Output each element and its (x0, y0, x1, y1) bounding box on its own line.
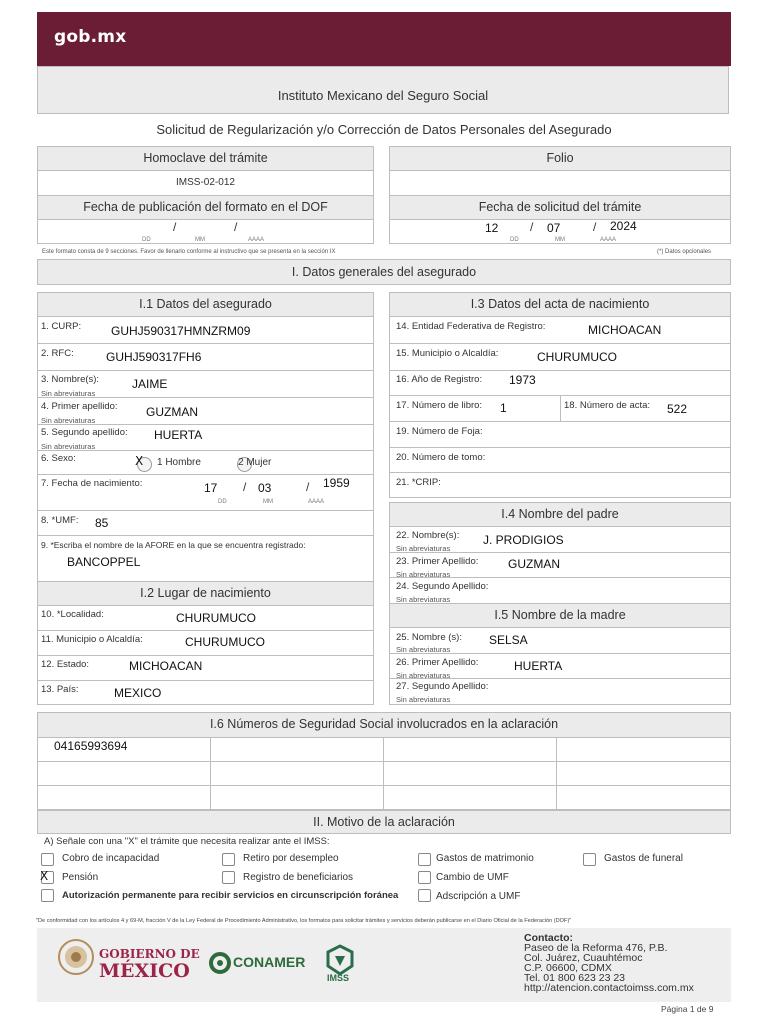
padre-nombre-field[interactable] (390, 527, 730, 553)
option-label: Gastos de funeral (604, 853, 683, 864)
localidad-value: CHURUMUCO (176, 611, 256, 625)
sin-abreviaturas: Sin abreviaturas (41, 442, 96, 451)
option-label: Gastos de matrimonio (436, 853, 534, 864)
section-1-5 (389, 603, 731, 705)
sin-abreviaturas: Sin abreviaturas (396, 595, 451, 604)
tomo-label: 20. Número de tomo: (396, 452, 486, 463)
institute-banner (37, 66, 729, 114)
x-mark: X (40, 869, 49, 883)
sin-abreviaturas: Sin abreviaturas (41, 389, 96, 398)
apellido1-value: GUZMAN (146, 405, 198, 419)
nombre-value: JAIME (132, 377, 168, 391)
format-note: Este formato consta de 9 secciones. Favor de llenarlo conforme al instructivo que se presenta en la sección IX (42, 249, 336, 255)
section-1-3 (389, 292, 731, 498)
section-2-instructions: A) Señale con una "X" el trámite que necesita realizar ante el IMSS: (44, 836, 330, 847)
padre-ap1-value: GUZMAN (508, 557, 560, 571)
contact-url[interactable]: http://atencion.contactoimss.com.mx (524, 982, 694, 994)
nombre-field[interactable] (38, 371, 373, 398)
date-slash: / (243, 480, 247, 494)
curp-field[interactable] (38, 317, 373, 344)
sin-abreviaturas: Sin abreviaturas (396, 695, 451, 704)
section-1-6 (37, 712, 731, 810)
pais-label: 13. País: (41, 684, 79, 695)
conamer-logo: CONAMER (233, 954, 306, 970)
section-1-1-header: I.1 Datos del asegurado (38, 293, 373, 317)
anio-registro-value: 1973 (509, 373, 536, 387)
section-1-2-header: I.2 Lugar de nacimiento (38, 582, 373, 606)
contact-title: Contacto: (524, 932, 573, 944)
option-label: Adscripción a UMF (436, 891, 521, 902)
mm-caption: MM (263, 499, 273, 505)
localidad-field[interactable] (38, 606, 373, 631)
rfc-value: GUHJ590317FH6 (106, 350, 202, 364)
column-divider (383, 738, 384, 810)
contact-postal: C.P. 06600, CDMX (524, 962, 612, 974)
birth-year: 1959 (323, 476, 350, 490)
curp-value: GUHJ590317HMNZRM09 (111, 324, 251, 338)
dd-caption: DD (218, 499, 227, 505)
sexo-label: 6. Sexo: (41, 453, 76, 464)
checkbox-retiro-desempleo[interactable] (222, 853, 235, 866)
section-1-4 (389, 502, 731, 605)
dd-caption: DD (510, 237, 519, 243)
afore-value: BANCOPPEL (67, 555, 141, 569)
afore-field[interactable] (38, 536, 373, 583)
homoclave-block (37, 146, 374, 244)
section-1-1 (37, 292, 374, 584)
mujer-label: 2 Mujer (238, 457, 272, 468)
dd-caption: DD (142, 237, 151, 243)
gob-header-bar (37, 12, 731, 66)
section-1-4-header: I.4 Nombre del padre (390, 503, 730, 527)
anio-registro-label: 16. Año de Registro: (396, 374, 483, 385)
option-label: Cambio de UMF (436, 872, 509, 883)
pais-value: MEXICO (114, 686, 162, 700)
date-slash: / (306, 480, 310, 494)
date-slash: / (593, 220, 597, 234)
nss-row (38, 762, 730, 786)
checkbox-cambio-umf[interactable] (418, 871, 431, 884)
x-mark: X (135, 454, 144, 468)
mexico-shield-icon (57, 938, 95, 976)
request-date-header: Fecha de solicitud del trámite (390, 196, 730, 220)
libro-value: 1 (500, 401, 507, 415)
acta-municipio-value: CHURUMUCO (537, 350, 617, 364)
padre-ap2-field[interactable] (390, 578, 730, 604)
section-1-header: I. Datos generales del asegurado (37, 259, 731, 285)
sin-abreviaturas: Sin abreviaturas (396, 645, 451, 654)
section-1-3-header: I.3 Datos del acta de nacimiento (390, 293, 730, 317)
option-label: Autorización permanente para recibir servicios en circunscripción foránea (62, 890, 399, 901)
contact-phone: Tel. 01 800 623 23 23 (524, 972, 626, 984)
request-month: 07 (547, 221, 561, 235)
request-date-field[interactable] (390, 220, 730, 244)
checkbox-gastos-matrimonio[interactable] (418, 853, 431, 866)
checkbox-autorizacion-foranea[interactable] (41, 889, 54, 902)
section-2-header: II. Motivo de la aclaración (37, 810, 731, 834)
form-title: Solicitud de Regularización y/o Corrección de Datos Personales del Asegurado (156, 122, 612, 137)
contact-colony: Col. Juárez, Cuauhtémoc (524, 952, 643, 964)
imss-logo-text: IMSS (327, 973, 350, 983)
sin-abreviaturas: Sin abreviaturas (41, 416, 96, 425)
gob-mx-logo[interactable]: gob.mx (54, 27, 127, 47)
checkbox-registro-beneficiarios[interactable] (222, 871, 235, 884)
padre-nombre-label: 22. Nombre(s): (396, 530, 460, 541)
localidad-label: 10. *Localidad: (41, 609, 104, 620)
padre-ap1-field[interactable] (390, 553, 730, 578)
checkbox-gastos-funeral[interactable] (583, 853, 596, 866)
rfc-field[interactable] (38, 344, 373, 371)
madre-ap1-label: 26. Primer Apellido: (396, 657, 479, 668)
libro-field[interactable] (390, 396, 561, 421)
tomo-field[interactable] (390, 448, 730, 473)
crip-label: 21. *CRIP: (396, 477, 441, 488)
mm-caption: MM (195, 237, 205, 243)
nss-row (38, 738, 730, 762)
gob-mexico-line2: MÉXICO (99, 960, 190, 982)
estado-value: MICHOACAN (129, 659, 203, 673)
padre-ap1-label: 23. Primer Apellido: (396, 556, 479, 567)
homoclave-value: IMSS-02-012 (38, 171, 373, 196)
municipio-value: CHURUMUCO (185, 635, 265, 649)
request-day: 12 (485, 221, 499, 235)
date-slash: / (173, 220, 177, 234)
aaaa-caption: AAAA (308, 499, 325, 505)
checkbox-adscripcion-umf[interactable] (418, 889, 431, 902)
folio-header: Folio (390, 147, 730, 171)
section-1-2 (37, 581, 374, 705)
option-label: Retiro por desempleo (243, 853, 339, 864)
aaaa-caption: AAAA (600, 237, 617, 243)
anio-registro-field[interactable] (390, 371, 730, 396)
acta-value[interactable]: 522 (667, 402, 688, 416)
date-slash: / (234, 220, 238, 234)
nss-value[interactable]: 04165993694 (54, 739, 128, 753)
checkbox-cobro-incapacidad[interactable] (41, 853, 54, 866)
sexo-field (38, 451, 373, 475)
section-1-5-header: I.5 Nombre de la madre (390, 604, 730, 628)
madre-ap1-value: HUERTA (514, 659, 563, 673)
foja-field[interactable] (390, 422, 730, 448)
entidad-label: 14. Entidad Federativa de Registro: (396, 321, 546, 332)
mm-caption: MM (555, 237, 565, 243)
sin-abreviaturas: Sin abreviaturas (396, 671, 451, 680)
page-number: Página 1 de 9 (661, 1004, 714, 1014)
column-divider (556, 738, 557, 810)
section-1-6-header: I.6 Números de Seguridad Social involucrados en la aclaración (38, 713, 730, 738)
curp-label: 1. CURP: (41, 321, 82, 332)
madre-nombre-field[interactable] (390, 628, 730, 654)
apellido1-label: 4. Primer apellido: (41, 401, 118, 412)
crip-field[interactable] (390, 473, 730, 497)
umf-label: 8. *UMF: (41, 515, 79, 526)
apellido1-field[interactable] (38, 398, 373, 425)
footer (37, 928, 731, 1002)
imss-eagle-icon (325, 944, 355, 976)
padre-ap2-label: 24. Segundo Apellido: (396, 581, 489, 592)
libro-acta-row (390, 396, 730, 422)
birthdate-field[interactable] (38, 475, 373, 511)
option-label: Cobro de incapacidad (62, 853, 160, 864)
madre-nombre-label: 25. Nombre (s): (396, 632, 462, 643)
padre-nombre-value: J. PRODIGIOS (483, 533, 564, 547)
birth-day: 17 (204, 481, 218, 495)
gob-mexico-line1: GOBIERNO DE (99, 947, 200, 961)
dof-date-header: Fecha de publicación del formato en el DOF (38, 196, 373, 220)
umf-field[interactable] (38, 511, 373, 536)
option-label: Pensión (62, 872, 99, 883)
municipio-field[interactable] (38, 631, 373, 656)
madre-ap2-label: 27. Segundo Apellido: (396, 681, 489, 692)
madre-ap1-field[interactable] (390, 654, 730, 679)
apellido2-value: HUERTA (154, 428, 203, 442)
institute-name: Instituto Mexicano del Seguro Social (277, 88, 489, 103)
hombre-label: 1 Hombre (157, 457, 201, 468)
entidad-value: MICHOACAN (588, 323, 662, 337)
homoclave-header: Homoclave del trámite (38, 147, 373, 171)
umf-value: 85 (95, 516, 109, 530)
estado-label: 12. Estado: (41, 659, 90, 670)
nombre-label: 3. Nombre(s): (41, 374, 100, 385)
pais-field[interactable] (38, 681, 373, 705)
conamer-icon (209, 952, 231, 974)
acta-municipio-field[interactable] (390, 344, 730, 371)
birth-month: 03 (258, 481, 272, 495)
estado-field[interactable] (38, 656, 373, 681)
madre-ap2-field[interactable] (390, 679, 730, 705)
birthdate-label: 7. Fecha de nacimiento: (41, 478, 143, 489)
municipio-label: 11. Municipio o Alcaldía: (41, 634, 143, 645)
folio-value[interactable] (390, 171, 730, 196)
sin-abreviaturas: Sin abreviaturas (396, 544, 451, 553)
option-label: Registro de beneficiarios (243, 872, 354, 883)
entidad-field[interactable] (390, 317, 730, 344)
column-divider (210, 738, 211, 810)
acta-label: 18. Número de acta: (564, 400, 651, 411)
apellido2-label: 5. Segundo apellido: (41, 427, 128, 438)
sin-abreviaturas: Sin abreviaturas (396, 570, 451, 579)
aaaa-caption: AAAA (248, 237, 265, 243)
foja-label: 19. Número de Foja: (396, 426, 483, 437)
madre-nombre-value: SELSA (489, 633, 528, 647)
dof-date-field[interactable] (38, 220, 373, 244)
optional-note: (*) Datos opcionales (657, 249, 712, 255)
apellido2-field[interactable] (38, 425, 373, 451)
acta-municipio-label: 15. Municipio o Alcaldía: (396, 348, 499, 359)
legal-note: "De conformidad con los artículos 4 y 69-M, fracción V de la Ley Federal de Procedimiento Administrativo, los formatos para solicitar trámites y servicios deberán publicarse en el Diario Oficial de la Federación (DOF)" (36, 918, 572, 924)
rfc-label: 2. RFC: (41, 348, 74, 359)
libro-label: 17. Número de libro: (396, 400, 483, 411)
contact-address: Paseo de la Reforma 476, P.B. (524, 942, 668, 954)
request-year: 2024 (610, 219, 637, 233)
afore-label: 9. *Escriba el nombre de la AFORE en la que se encuentra registrado: (41, 540, 306, 550)
folio-block (389, 146, 731, 244)
date-slash: / (530, 220, 534, 234)
